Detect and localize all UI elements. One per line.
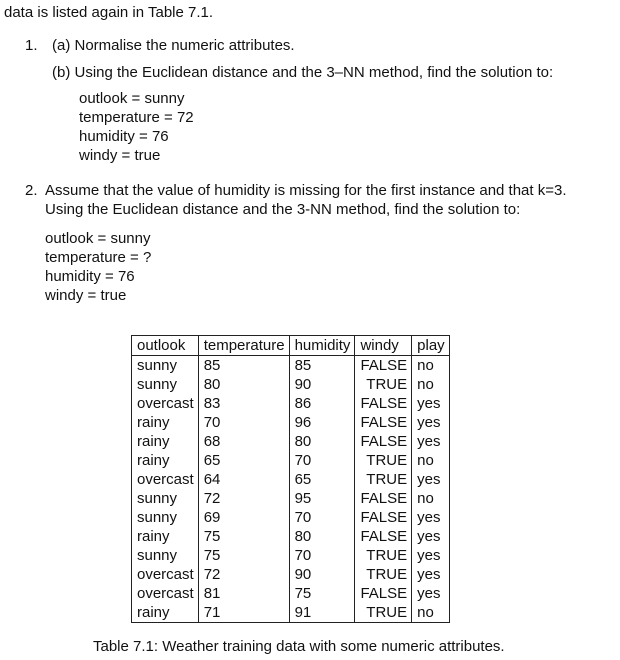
intro-text: data is listed again in Table 7.1. bbox=[4, 4, 214, 21]
cell-windy: TRUE bbox=[355, 451, 412, 470]
cell-temperature: 64 bbox=[198, 470, 289, 489]
cell-temperature: 85 bbox=[198, 356, 289, 376]
query-line-windy: windy = true bbox=[45, 287, 127, 304]
table-row bbox=[132, 584, 450, 603]
header-windy: windy bbox=[355, 336, 412, 356]
cell-temperature: 81 bbox=[198, 584, 289, 603]
cell-windy: TRUE bbox=[355, 375, 412, 394]
header-play: play bbox=[412, 336, 450, 356]
cell-outlook: overcast bbox=[132, 584, 199, 603]
weather-data-table bbox=[131, 335, 450, 623]
cell-outlook: rainy bbox=[132, 413, 199, 432]
cell-play: yes bbox=[412, 565, 450, 584]
table-row bbox=[132, 546, 450, 565]
cell-play: yes bbox=[412, 584, 450, 603]
table-row bbox=[132, 489, 450, 508]
cell-temperature: 75 bbox=[198, 546, 289, 565]
cell-temperature: 68 bbox=[198, 432, 289, 451]
cell-humidity: 70 bbox=[289, 451, 355, 470]
cell-outlook: overcast bbox=[132, 394, 199, 413]
table-row bbox=[132, 356, 450, 376]
query-line-windy: windy = true bbox=[79, 147, 161, 164]
query-line-humidity: humidity = 76 bbox=[79, 128, 169, 145]
query-line-temperature: temperature = 72 bbox=[79, 109, 194, 126]
cell-play: no bbox=[412, 451, 450, 470]
header-temperature: temperature bbox=[198, 336, 289, 356]
question-1a-text: (a) Normalise the numeric attributes. bbox=[52, 37, 295, 54]
cell-windy: TRUE bbox=[355, 546, 412, 565]
table-row bbox=[132, 603, 450, 623]
cell-windy: FALSE bbox=[355, 356, 412, 376]
cell-temperature: 69 bbox=[198, 508, 289, 527]
table-row bbox=[132, 565, 450, 584]
cell-play: yes bbox=[412, 394, 450, 413]
cell-play: yes bbox=[412, 413, 450, 432]
cell-outlook: sunny bbox=[132, 356, 199, 376]
cell-outlook: rainy bbox=[132, 603, 199, 623]
table-row bbox=[132, 413, 450, 432]
cell-windy: FALSE bbox=[355, 413, 412, 432]
cell-play: yes bbox=[412, 546, 450, 565]
cell-humidity: 70 bbox=[289, 508, 355, 527]
cell-humidity: 86 bbox=[289, 394, 355, 413]
cell-temperature: 83 bbox=[198, 394, 289, 413]
cell-humidity: 65 bbox=[289, 470, 355, 489]
header-outlook: outlook bbox=[132, 336, 199, 356]
cell-humidity: 91 bbox=[289, 603, 355, 623]
table-row bbox=[132, 432, 450, 451]
table-caption: Table 7.1: Weather training data with some numeric attributes. bbox=[93, 638, 505, 655]
question-2-text bbox=[45, 181, 567, 219]
table-row bbox=[132, 527, 450, 546]
cell-play: no bbox=[412, 375, 450, 394]
question-1-query-block bbox=[79, 89, 194, 165]
cell-play: yes bbox=[412, 470, 450, 489]
cell-temperature: 75 bbox=[198, 527, 289, 546]
cell-windy: FALSE bbox=[355, 489, 412, 508]
question-2-text-line-1: Assume that the value of humidity is missing for the first instance and that k=3. bbox=[45, 182, 567, 199]
question-2-query-block bbox=[45, 229, 151, 305]
cell-humidity: 80 bbox=[289, 432, 355, 451]
question-1-number: 1. bbox=[25, 37, 38, 54]
table-body bbox=[132, 356, 450, 623]
table-row bbox=[132, 375, 450, 394]
cell-windy: FALSE bbox=[355, 432, 412, 451]
query-line-outlook: outlook = sunny bbox=[45, 230, 151, 247]
cell-outlook: sunny bbox=[132, 546, 199, 565]
cell-outlook: sunny bbox=[132, 508, 199, 527]
cell-play: yes bbox=[412, 432, 450, 451]
cell-windy: TRUE bbox=[355, 603, 412, 623]
cell-outlook: rainy bbox=[132, 527, 199, 546]
cell-humidity: 75 bbox=[289, 584, 355, 603]
cell-outlook: overcast bbox=[132, 565, 199, 584]
cell-windy: TRUE bbox=[355, 565, 412, 584]
cell-temperature: 72 bbox=[198, 565, 289, 584]
cell-play: no bbox=[412, 356, 450, 376]
cell-temperature: 70 bbox=[198, 413, 289, 432]
cell-humidity: 90 bbox=[289, 375, 355, 394]
question-2-text-line-2: Using the Euclidean distance and the 3-NN method, find the solution to: bbox=[45, 201, 521, 218]
cell-play: no bbox=[412, 603, 450, 623]
header-humidity: humidity bbox=[289, 336, 355, 356]
cell-play: yes bbox=[412, 508, 450, 527]
cell-humidity: 85 bbox=[289, 356, 355, 376]
question-2-number: 2. bbox=[25, 182, 38, 199]
cell-windy: FALSE bbox=[355, 584, 412, 603]
cell-windy: TRUE bbox=[355, 470, 412, 489]
cell-windy: FALSE bbox=[355, 527, 412, 546]
cell-humidity: 96 bbox=[289, 413, 355, 432]
cell-windy: FALSE bbox=[355, 508, 412, 527]
cell-humidity: 80 bbox=[289, 527, 355, 546]
query-line-temperature: temperature = ? bbox=[45, 249, 152, 266]
cell-humidity: 70 bbox=[289, 546, 355, 565]
cell-outlook: sunny bbox=[132, 489, 199, 508]
cell-outlook: rainy bbox=[132, 451, 199, 470]
cell-temperature: 72 bbox=[198, 489, 289, 508]
cell-windy: FALSE bbox=[355, 394, 412, 413]
cell-temperature: 71 bbox=[198, 603, 289, 623]
table-row bbox=[132, 451, 450, 470]
cell-humidity: 90 bbox=[289, 565, 355, 584]
cell-play: yes bbox=[412, 527, 450, 546]
question-1b-text: (b) Using the Euclidean distance and the 3–NN method, find the solution to: bbox=[52, 64, 554, 81]
cell-outlook: overcast bbox=[132, 470, 199, 489]
cell-temperature: 65 bbox=[198, 451, 289, 470]
cell-temperature: 80 bbox=[198, 375, 289, 394]
query-line-outlook: outlook = sunny bbox=[79, 90, 185, 107]
query-line-humidity: humidity = 76 bbox=[45, 268, 135, 285]
cell-humidity: 95 bbox=[289, 489, 355, 508]
cell-play: no bbox=[412, 489, 450, 508]
table-header-row bbox=[132, 336, 450, 356]
cell-outlook: rainy bbox=[132, 432, 199, 451]
table-row bbox=[132, 470, 450, 489]
table-row bbox=[132, 508, 450, 527]
cell-outlook: sunny bbox=[132, 375, 199, 394]
table-row bbox=[132, 394, 450, 413]
